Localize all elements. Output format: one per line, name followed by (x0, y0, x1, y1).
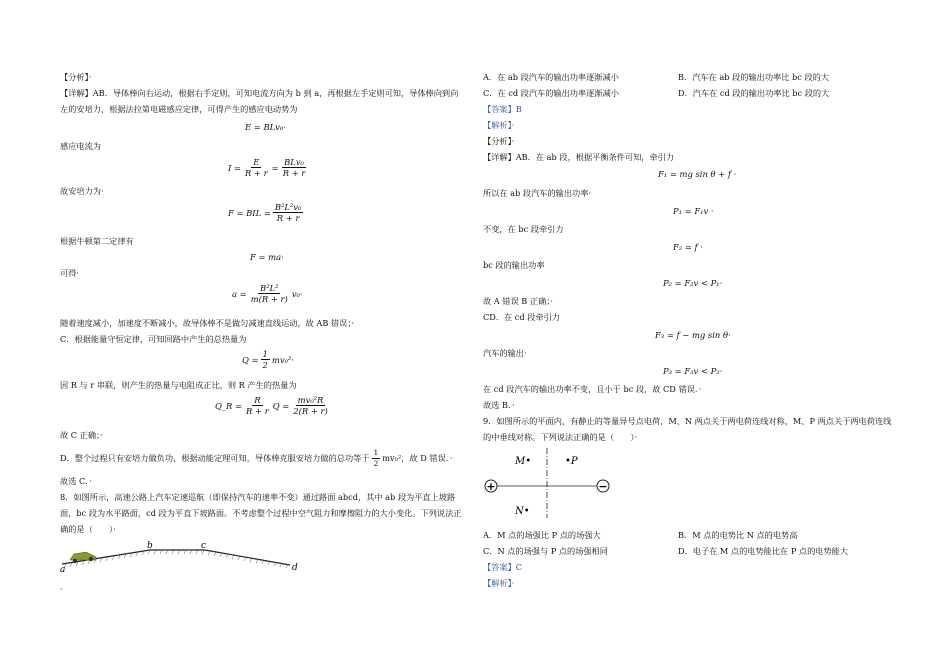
numerator: 1 (262, 349, 268, 359)
text-line: 左的安培力，根据法拉第电磁感应定律，可得产生的感应电动势为 (60, 104, 298, 114)
text-line: 随着速度减小，加速度不断减小，故导体棒不是做匀减速直线运动，故 AB 错误；· (60, 318, 355, 328)
text-line: 在 cd 段汽车的输出功率不变，且小于 bc 段，故 CD 错误．· (483, 384, 702, 394)
denominator: R + r (276, 213, 300, 223)
equation-p1: P₁ = F₁v · (673, 206, 714, 216)
question-9: 9．如图所示的平面内，有静止的等量异号点电荷，M、N 两点关于两电荷连线对称，M、P 两点关于两电荷连线 (483, 416, 892, 426)
equation-force (228, 202, 305, 223)
eq-part: I = (228, 162, 241, 173)
numerator: 1 (373, 448, 379, 457)
road-label-a: a (60, 565, 66, 575)
numerator: E (253, 157, 260, 167)
eq-part: Q = (242, 354, 259, 365)
text-line (60, 448, 452, 469)
eq-part: mv₀²· (271, 354, 294, 365)
text-line: 【详解】AB．导体棒向右运动，根据右手定则，可知电流方向为 b 到 a，再根据左手定则可知，导体棒向到向 (60, 88, 459, 98)
text-line: C．根据能量守恒定律，可知回路中产生的总热量为 (60, 334, 247, 344)
denominator: R + r (245, 168, 268, 178)
text-part: D．整个过程只有安培力做负功，根据动能定理可知，导体棒克服安培力做的总功等于 (60, 453, 370, 463)
point-m-label: M• (515, 456, 532, 467)
fraction (291, 395, 330, 416)
option-a: A．在 ab 段汽车的输出功率逐渐减小 (483, 72, 619, 82)
equation-f3: F₃ = f − mg sin θ· (655, 330, 731, 340)
option-c: C．N 点的场强与 P 点的场强相同 (483, 546, 608, 556)
text-line: 的中垂线对称。下列说法正确的是（ ）· (483, 432, 638, 442)
text-line: 感应电流为 (60, 141, 101, 151)
fraction (273, 202, 304, 223)
minus-sign: − (598, 480, 608, 493)
text-line: 故 A 错误 B 正确；· (483, 296, 553, 306)
eq-part: v₀· (291, 288, 303, 299)
fraction (261, 349, 270, 370)
numerator: B²L² (260, 283, 279, 293)
text-line: 可得· (60, 268, 79, 278)
option-b: B．M 点的电势比 N 点的电势高 (678, 530, 798, 540)
numerator: mv₀²R (297, 395, 324, 405)
equation-current (228, 157, 309, 178)
text-line: 汽车的输出· (483, 348, 527, 358)
fraction (372, 448, 381, 469)
denominator: 2 (262, 360, 268, 370)
equation-f1: F₁ = mg sin θ + f · (658, 169, 737, 179)
fraction (249, 283, 290, 304)
eq-part: = (271, 162, 279, 173)
fraction (244, 395, 271, 416)
eq-part: Q = (272, 400, 290, 411)
option-b: B．汽车在 ab 段的输出功率比 bc 段的大 (678, 72, 830, 82)
answer-label: 【答案】C (483, 562, 523, 572)
equation-f2: F₂ = f · (673, 242, 703, 252)
point-n-label: N• (515, 506, 530, 517)
road-label-b: b (147, 541, 153, 551)
road-label-c: c (201, 541, 207, 551)
denominator: R + r (246, 406, 269, 416)
equation-newton: F = ma· (250, 252, 284, 262)
text-line: bc 段的输出功率 (483, 260, 545, 270)
answer-label: 【答案】B (483, 104, 522, 114)
numerator: B²L²v₀ (274, 202, 302, 212)
text-line: 故选 B．· (483, 400, 515, 410)
analysis-heading: 【分析】· (60, 72, 92, 82)
text-line: 故 C 正确；· (60, 430, 103, 440)
text-line: 面，bc 段为水平路面，cd 段为平直下坡路面。不考虑整个过程中空气阻力和摩擦阻力的大小变化。下列说法正 (60, 508, 462, 518)
fraction (281, 157, 308, 178)
question-8: 8．如图所示，高速公路上汽车定速巡航（即保持汽车的速率不变）通过路面 abcd，其中 ab 段为平直上坡路 (60, 492, 456, 502)
road-label-d: d (292, 563, 298, 573)
option-d: D．汽车在 cd 段的输出功率比 bc 段的大 (678, 88, 830, 98)
denominator: 2 (373, 459, 379, 468)
text-line: 故安培力为· (60, 186, 104, 196)
analysis-heading: 【分析】· (483, 136, 515, 146)
equation-acceleration (232, 283, 303, 304)
numerator: R (254, 395, 261, 405)
text-line: 根据牛顿第二定律有 (60, 236, 134, 246)
option-a: A．M 点的场强比 P 点的场强大 (483, 530, 601, 540)
footer-mark: · (60, 584, 63, 594)
eq-part: F = BIL = (228, 207, 271, 218)
equation-heat (242, 349, 294, 370)
equation-p2: P₂ = F₂v < P₁· (663, 278, 723, 288)
text-line: 所以在 ab 段汽车的输出功率· (483, 188, 591, 198)
denominator: R + r (282, 168, 306, 178)
charge-figure (483, 446, 623, 518)
text-line: 不变，在 bc 段牵引力 (483, 224, 564, 234)
denominator: m(R + r) (250, 294, 288, 304)
text-line: CD．在 cd 段牵引力 (483, 312, 560, 322)
plus-sign: + (486, 480, 496, 493)
equation-emf: E = BLv₀· (245, 122, 286, 132)
point-p-label: •P (565, 456, 578, 467)
fraction (243, 157, 270, 178)
option-d: D．电子在 M 点的电势能比在 P 点的电势能大 (678, 546, 849, 556)
car-icon (70, 552, 96, 563)
denominator: 2(R + r) (293, 406, 328, 416)
numerator: BLv₀ (284, 157, 304, 167)
option-c: C．在 cd 段汽车的输出功率逐渐减小 (483, 88, 619, 98)
text-line: 确的是（ ）· (60, 524, 116, 534)
equation-p3: P₃ = F₃v < P₂· (663, 366, 723, 376)
text-line: 因 R 与 r 串联，则产生的热量与电阻成正比，则 R 产生的热量为 (60, 380, 297, 390)
eq-part: Q_R = (215, 400, 243, 411)
explanation-label: 【解析】· (483, 578, 515, 588)
text-line: 故选 C．· (60, 476, 92, 486)
explanation-label: 【解析】· (483, 120, 515, 130)
road-figure (60, 538, 310, 578)
equation-heat-r (215, 395, 332, 416)
text-part: mv₀²，故 D 错误．· (382, 453, 453, 463)
text-line: 【详解】AB．在 ab 段，根据平衡条件可知，牵引力 (483, 152, 675, 162)
eq-part: a = (232, 288, 247, 299)
